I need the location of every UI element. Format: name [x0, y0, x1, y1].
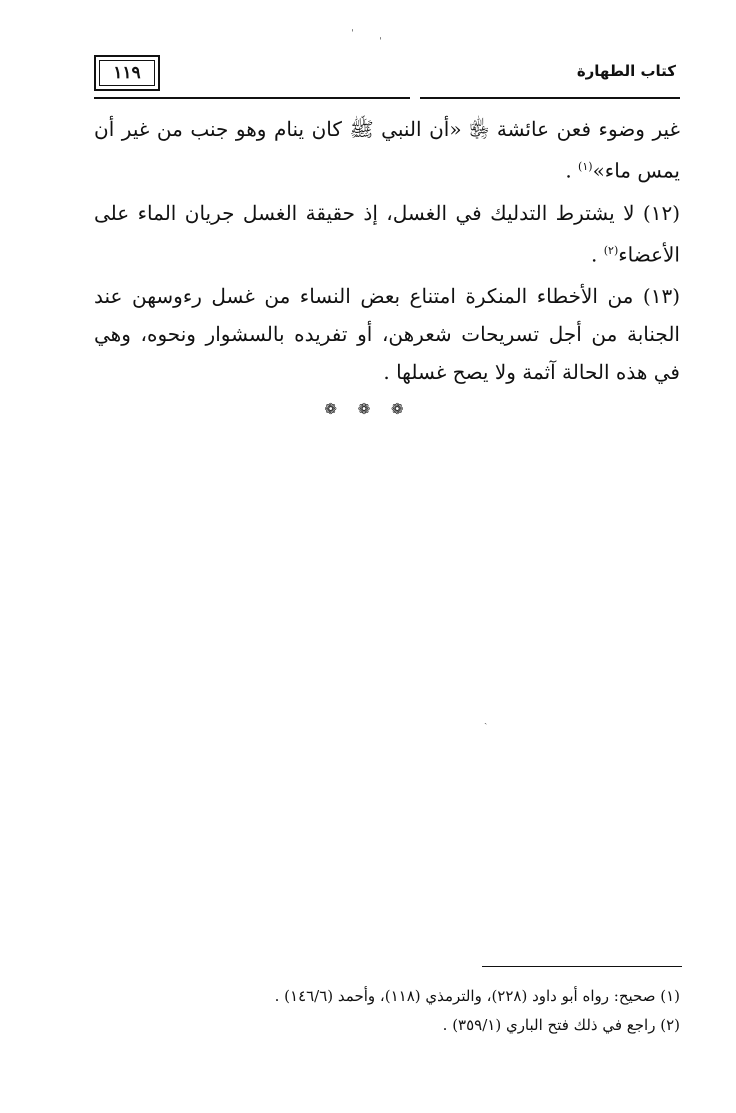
footnote-rule	[482, 966, 682, 967]
footnotes	[94, 982, 680, 1040]
paragraph-end: .	[565, 158, 579, 183]
header-rule	[94, 97, 680, 99]
footnote-ref: (١)	[578, 160, 593, 173]
paragraph	[94, 194, 680, 274]
footnote: (٢) راجع في ذلك فتح الباري (٣٥٩/١) .	[442, 1016, 680, 1034]
header-rule-gap	[410, 94, 420, 100]
footnote: (١) صحيح: رواه أبو داود (٢٢٨)، والترمذي (١١٨)، وأحمد (١٤٦/٦) .	[274, 987, 680, 1005]
scan-speck: ˎ	[484, 714, 488, 725]
section-ornament: ❁ ❁ ❁	[324, 400, 412, 418]
scan-speck: ˌ	[379, 30, 382, 41]
paragraph-text: غير وضوء فعن عائشة ﵂ «أن النبي ﷺ كان ينام وهو جنب من غير أن يمس ماء»	[94, 117, 680, 183]
paragraph	[94, 277, 680, 391]
paragraph-end: .	[591, 242, 604, 267]
paragraph-text: (١٢) لا يشترط التدليك في الغسل، إذ حقيقة الغسل جريان الماء على الأعضاء	[94, 200, 680, 267]
page-number: ١١٩	[99, 60, 155, 86]
scan-speck: ˌ	[351, 22, 354, 33]
page-number-box	[94, 55, 160, 91]
main-text	[94, 110, 680, 395]
chapter-title: كتاب الطهارة	[576, 62, 676, 80]
footnote-ref: (٢)	[603, 243, 619, 257]
paragraph-text: (١٣) من الأخطاء المنكرة امتناع بعض النساء من غسل رءوسهن عند الجنابة من أجل تسريحات شعرهن، أو تفريده بالسشوار ونحوه، وهي في هذه الحالة آثمة ولا يصح غسلها .	[94, 284, 680, 385]
paragraph	[94, 110, 680, 190]
